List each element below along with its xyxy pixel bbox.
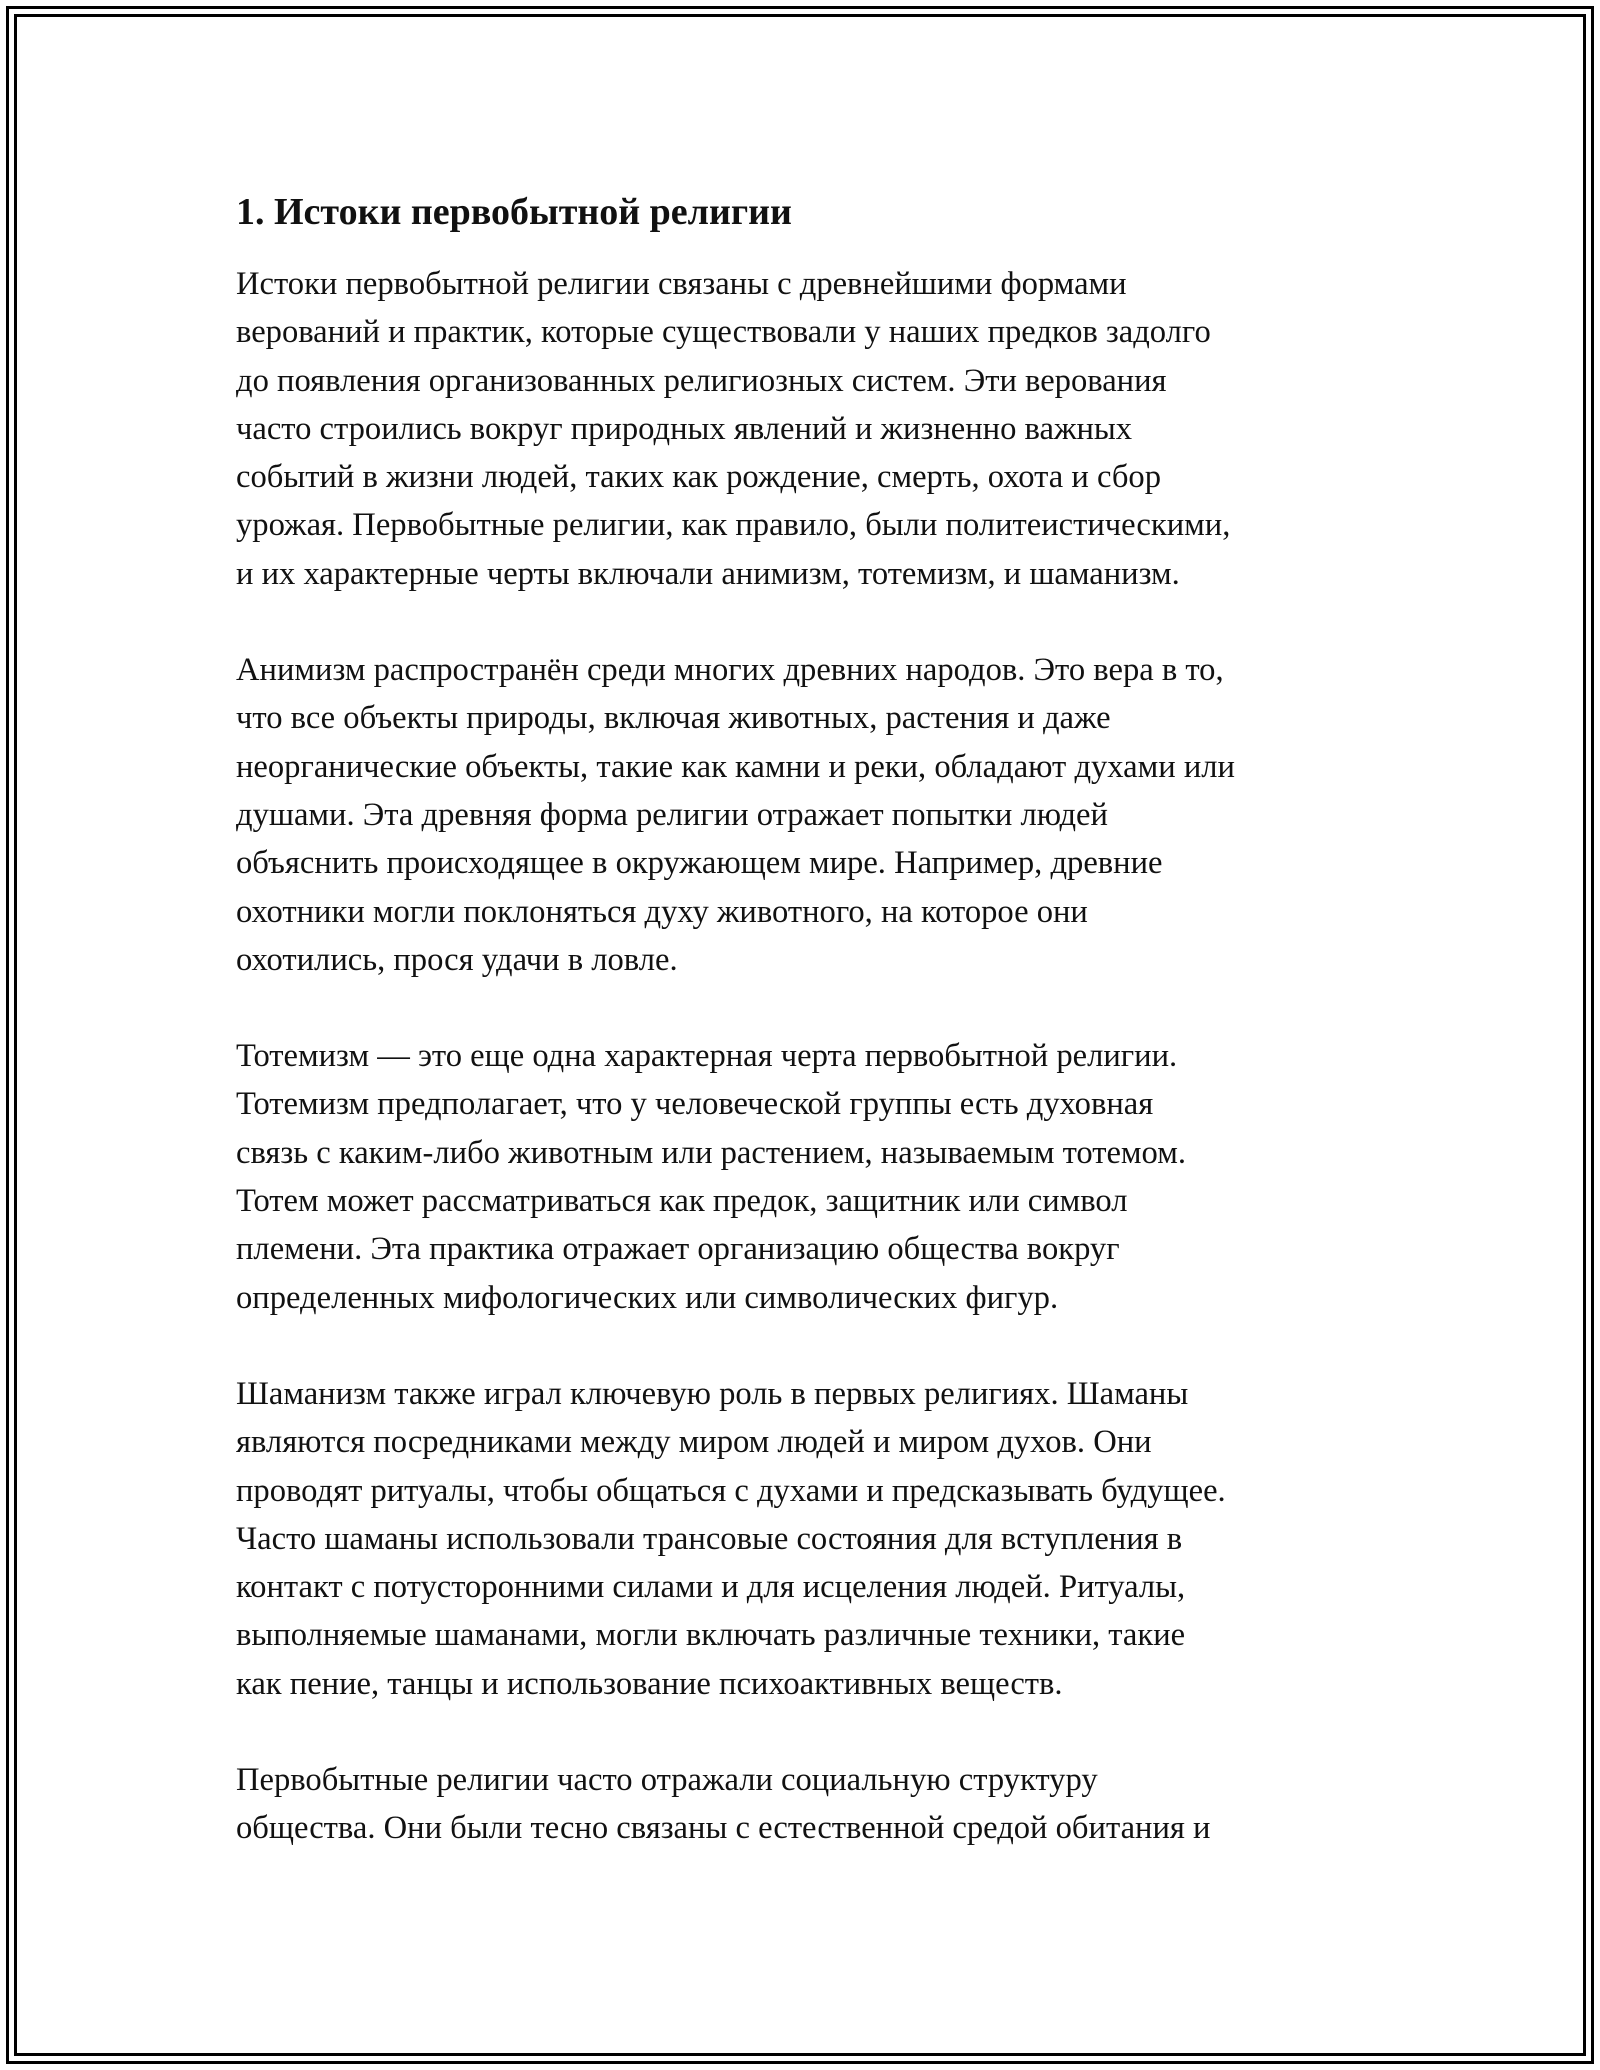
section-heading: 1. Истоки первобытной религии	[236, 191, 792, 233]
paragraph-shamanism: Шаманизм также играл ключевую роль в первых религиях. Шаманы являются посредниками между миром людей и миром духов. Они проводят ритуалы, чтобы общаться с духами и предсказывать будущее. Часто шаманы использовали трансовые состояния для вступления в контакт с потусторонними силами и для исцеления людей. Ритуалы, выполняемые шаманами, могли включать различные техники, такие как пение, танцы и использование психоактивных веществ.	[236, 1375, 1226, 1702]
document-page	[236, 188, 1386, 1901]
paragraph-totemism: Тотемизм — это еще одна характерная черта первобытной религии. Тотемизм предполагает, что у человеческой группы есть духовная связь с каким-либо животным или растением, называемым тотемом. Тотем может рассматриваться как предок, защитник или символ племени. Эта практика отражает организацию общества вокруг определенных мифологических или символических фигур.	[236, 1038, 1186, 1316]
paragraph-animism: Анимизм распространён среди многих древних народов. Это вера в то, что все объекты природы, включая животных, растения и даже неорганические объекты, такие как камни и реки, обладают духами или душами. Эта древняя форма религии отражает попытки людей объяснить происходящее в окружающем мире. Например, древние охотники могли поклоняться духу животного, на которое они охотились, прося удачи в ловле.	[236, 652, 1235, 978]
paragraph-origins: Истоки первобытной религии связаны с древнейшими формами верований и практик, которые существовали у наших предков задолго до появления организованных религиозных систем. Эти верования часто строились вокруг природных явлений и жизненно важных событий в жизни людей, таких как рождение, смерть, охота и сбор урожая. Первобытные религии, как правило, были политеистическими, и их характерные черты включали анимизм, тотемизм, и шаманизм.	[236, 266, 1231, 592]
paragraph-social-structure: Первобытные религии часто отражали социальную структуру общества. Они были тесно связаны с естественной средой обитания и	[236, 1762, 1211, 1847]
